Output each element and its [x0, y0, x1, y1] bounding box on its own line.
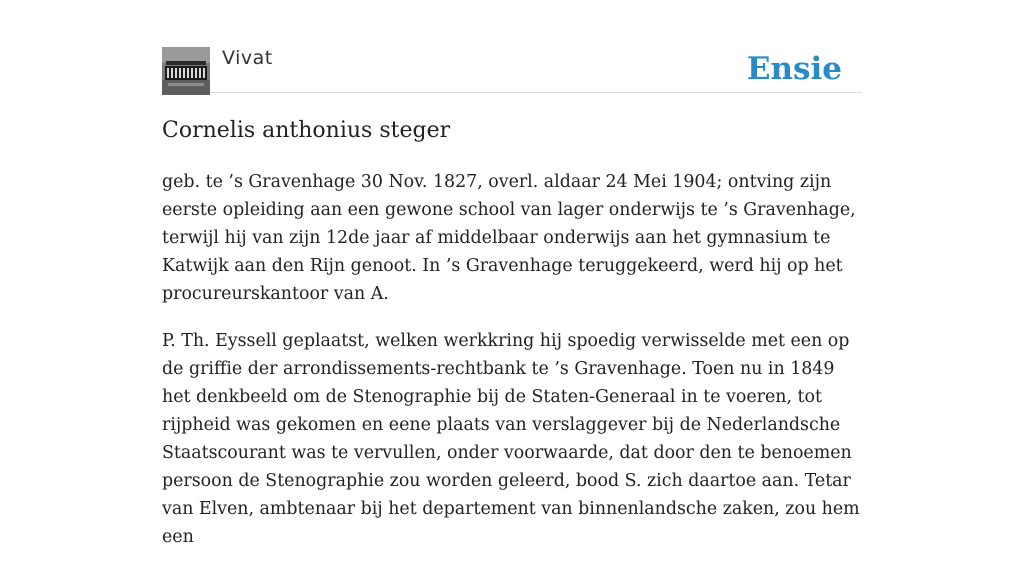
- brand-logo[interactable]: Ensie: [746, 51, 842, 87]
- article-page: [162, 0, 862, 547]
- author-name[interactable]: Vivat: [222, 47, 273, 69]
- typewriter-photo-icon: [162, 47, 210, 95]
- article-paragraph: P. Th. Eyssell geplaatst, welken werkkring hij spoedig verwisselde met een op de griffie der arrondissements-rechtbank te ’s Gravenhage. Toen nu in 1849 het denkbeeld om de Stenographie bij de Staten-Generaal in te voeren, tot rijpheid was gekomen en eene plaats van verslaggever bij de Nederlandsche Staatscourant was te vervullen, onder voorwaarde, dat door den te benoemen persoon de Stenographie zou worden geleerd, bood S. zich daartoe aan. Tetar van Elven, ambtenaar bij het departement van binnenlandsche zaken, zou hem een: [162, 331, 860, 547]
- article-body: [162, 168, 864, 570]
- article-title: Cornelis anthonius steger: [162, 118, 451, 143]
- article-paragraph: geb. te ’s Gravenhage 30 Nov. 1827, overl. aldaar 24 Mei 1904; ontving zijn eerste opleiding aan een gewone school van lager onderwijs te ’s Gravenhage, terwijl hij van zijn 12de jaar af middelbaar onderwijs aan het gymnasium te Katwijk aan den Rijn genoot. In ’s Gravenhage teruggekeerd, werd hij op het procureurskantoor van A.: [162, 172, 856, 304]
- avatar[interactable]: [162, 47, 210, 95]
- article-header: [162, 46, 862, 93]
